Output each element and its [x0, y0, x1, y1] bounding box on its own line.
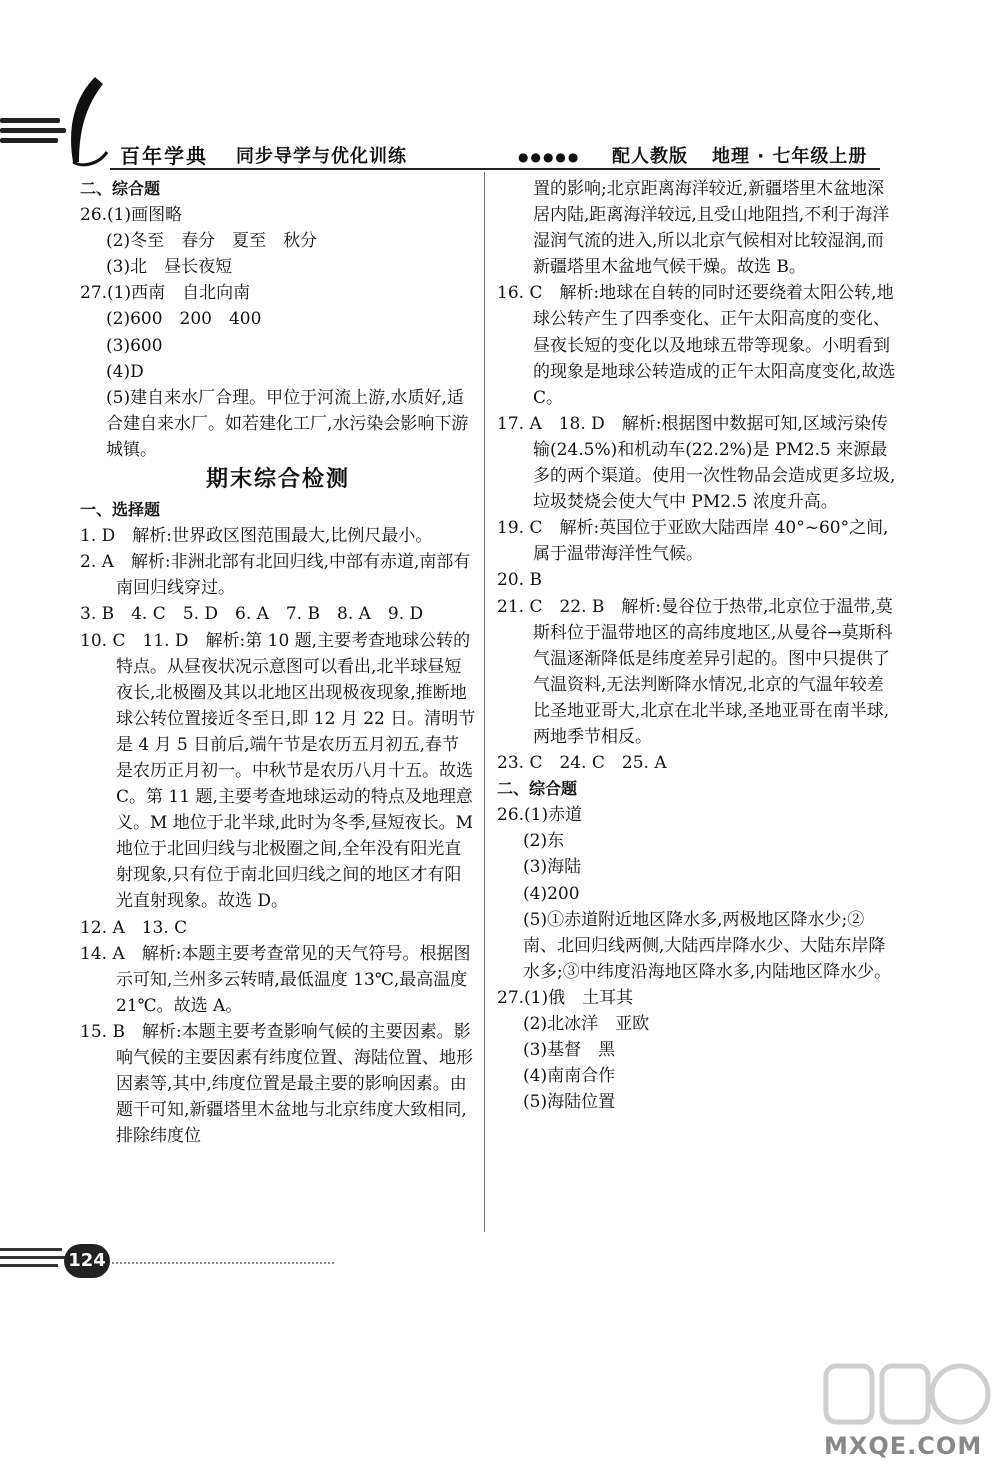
answer-line: (5)建自来水厂合理。甲位于河流上游,水质好,适合建自来水厂。如若建化工厂,水污染会影响下游城镇。 — [106, 387, 469, 460]
answer-item: 15. B 解析:本题主要考查影响气候的主要因素。影响气候的主要因素有纬度位置、海陆位置、地形因素等,其中,纬度位置是最主要的影响因素。由题干可知,新疆塔里木盆地与北京纬度大致相同,排除纬度位 — [80, 1021, 473, 1147]
answer-line: (4)南南合作 — [523, 1066, 616, 1087]
answer-line: (5)①赤道附近地区降水多,两极地区降水少;②南、北回归线两侧,大陆西岸降水少、大陆东岸降水多;③中纬度沿海地区降水多,内陆地区降水少。 — [523, 909, 892, 982]
answer-item: 14. A 解析:本题主要考查常见的天气符号。根据图示可知,兰州多云转晴,最低温度 13℃,最高温度 21℃。故选 A。 — [80, 943, 473, 1016]
answer-item: 16. C 解析:地球在自转的同时还要绕着太阳公转,地球公转产生了四季变化、正午太阳高度的变化、昼夜长短的变化以及地球五带等现象。小明看到的现象是地球公转造成的正午太阳高度变化,故选 C。 — [497, 283, 901, 408]
answer-line: 26.(1)赤道 — [497, 805, 583, 826]
answer-item: 12. A 13. C — [80, 917, 188, 938]
footer-lines-decoration — [0, 1248, 70, 1278]
section-heading: 一、选择题 — [80, 500, 161, 520]
answer-line: (2)北冰洋 亚欧 — [523, 1014, 650, 1034]
answer-line: (5)海陆位置 — [523, 1092, 616, 1113]
answer-line: (4)200 — [523, 883, 580, 904]
answer-line: (2)冬至 春分 夏至 秋分 — [106, 231, 318, 252]
answer-item: 20. B — [497, 570, 542, 591]
answer-item: 10. C 11. D 解析:第 10 题,主要考查地球公转的特点。从昼夜状况示意图可以看出,北半球昼短夜长,北极圈及其以北地区出现极夜现象,推断地球公转位置接近冬至日,即 12 月 22 日。清明节是 4 月 5 日前后,端午节是农历五月初五,春节是农历正月初一。中秋节是农历八月十五。故选 C。第 11 题,主要考查地球运动的特点及地理意义。M 地位于北半球,此时为冬季,昼短夜长。M 地位于北回归线与北极圈之间,全年没有阳光直射现象,只有位于南北回归线之间的地区才有阳光直射现象。故选 D。 — [80, 630, 479, 912]
header-subject: 地理 · 七年级上册 — [712, 146, 868, 167]
page-number: 124 — [64, 1244, 110, 1278]
answer-line: (3)海陆 — [523, 857, 582, 878]
answer-item: 17. A 18. D 解析:根据图中数据可知,区域污染传输(24.5%)和机动车(22.2%)是 PM2.5 来源最多的两个渠道。使用一次性物品会造成更多垃圾,垃圾焚烧会使大气中 PM2.5 浓度升高。 — [497, 413, 896, 513]
exam-title: 期末综合检测 — [205, 467, 350, 493]
answer-line: (4)D — [106, 361, 144, 382]
answer-item: 3. B 4. C 5. D 6. A 7. B 8. A 9. D — [80, 604, 424, 625]
left-column — [80, 176, 479, 1149]
right-column — [497, 176, 901, 1115]
answer-line: 26.(1)画图略 — [80, 205, 183, 226]
answer-item: 1. D 解析:世界政区图范围最大,比例尺最小。 — [80, 526, 433, 547]
header-brand: 百年学典 — [120, 144, 208, 168]
answer-line: (3)600 — [106, 335, 163, 356]
header-dots: ●●●●● — [518, 150, 581, 164]
feather-pen-icon — [55, 72, 115, 172]
column-divider — [484, 172, 485, 1232]
section-heading: 二、综合题 — [80, 179, 161, 198]
answer-line: 27.(1)俄 土耳其 — [497, 987, 634, 1008]
section-heading: 二、综合题 — [497, 779, 578, 799]
answer-line: (2)600 200 400 — [106, 309, 262, 330]
answer-item: 21. C 22. B 解析:曼谷位于热带,北京位于温带,莫斯科位于温带地区的高纬度地区,从曼谷→莫斯科气温逐渐降低是纬度差异引起的。图中只提供了气温资料,无法判断降水情况,北京的气温年较差比圣地亚哥大,北京在北半球,圣地亚哥在南半球,两地季节相反。 — [497, 596, 893, 747]
header-edition: 配人教版 — [612, 146, 688, 167]
answer-line: (3)北 昼长夜短 — [106, 257, 233, 278]
answer-line: (3)基督 黑 — [523, 1040, 616, 1061]
watermark-text: MXQE.COM — [824, 1432, 983, 1460]
answer-item: 23. C 24. C 25. A — [497, 753, 667, 774]
header-subtitle: 同步导学与优化训练 — [236, 146, 407, 167]
header-rule — [110, 168, 880, 170]
answer-continuation: 置的影响;北京距离海洋较近,新疆塔里木盆地深居内陆,距离海洋较远,且受山地阻挡,不利于海洋湿润气流的进入,所以北京气候相对比较湿润,而新疆塔里木盆地气候干燥。故选 B。 — [533, 179, 890, 278]
answer-item: 19. C 解析:英国位于亚欧大陆西岸 40°~60°之间,属于温带海洋性气候。 — [497, 518, 889, 565]
answer-item: 2. A 解析:非洲北部有北回归线,中部有赤道,南部有南回归线穿过。 — [80, 552, 471, 599]
answer-line: 27.(1)西南 自北向南 — [80, 283, 251, 304]
footer-dotted-rule — [112, 1262, 334, 1264]
answer-line: (2)东 — [523, 831, 565, 852]
